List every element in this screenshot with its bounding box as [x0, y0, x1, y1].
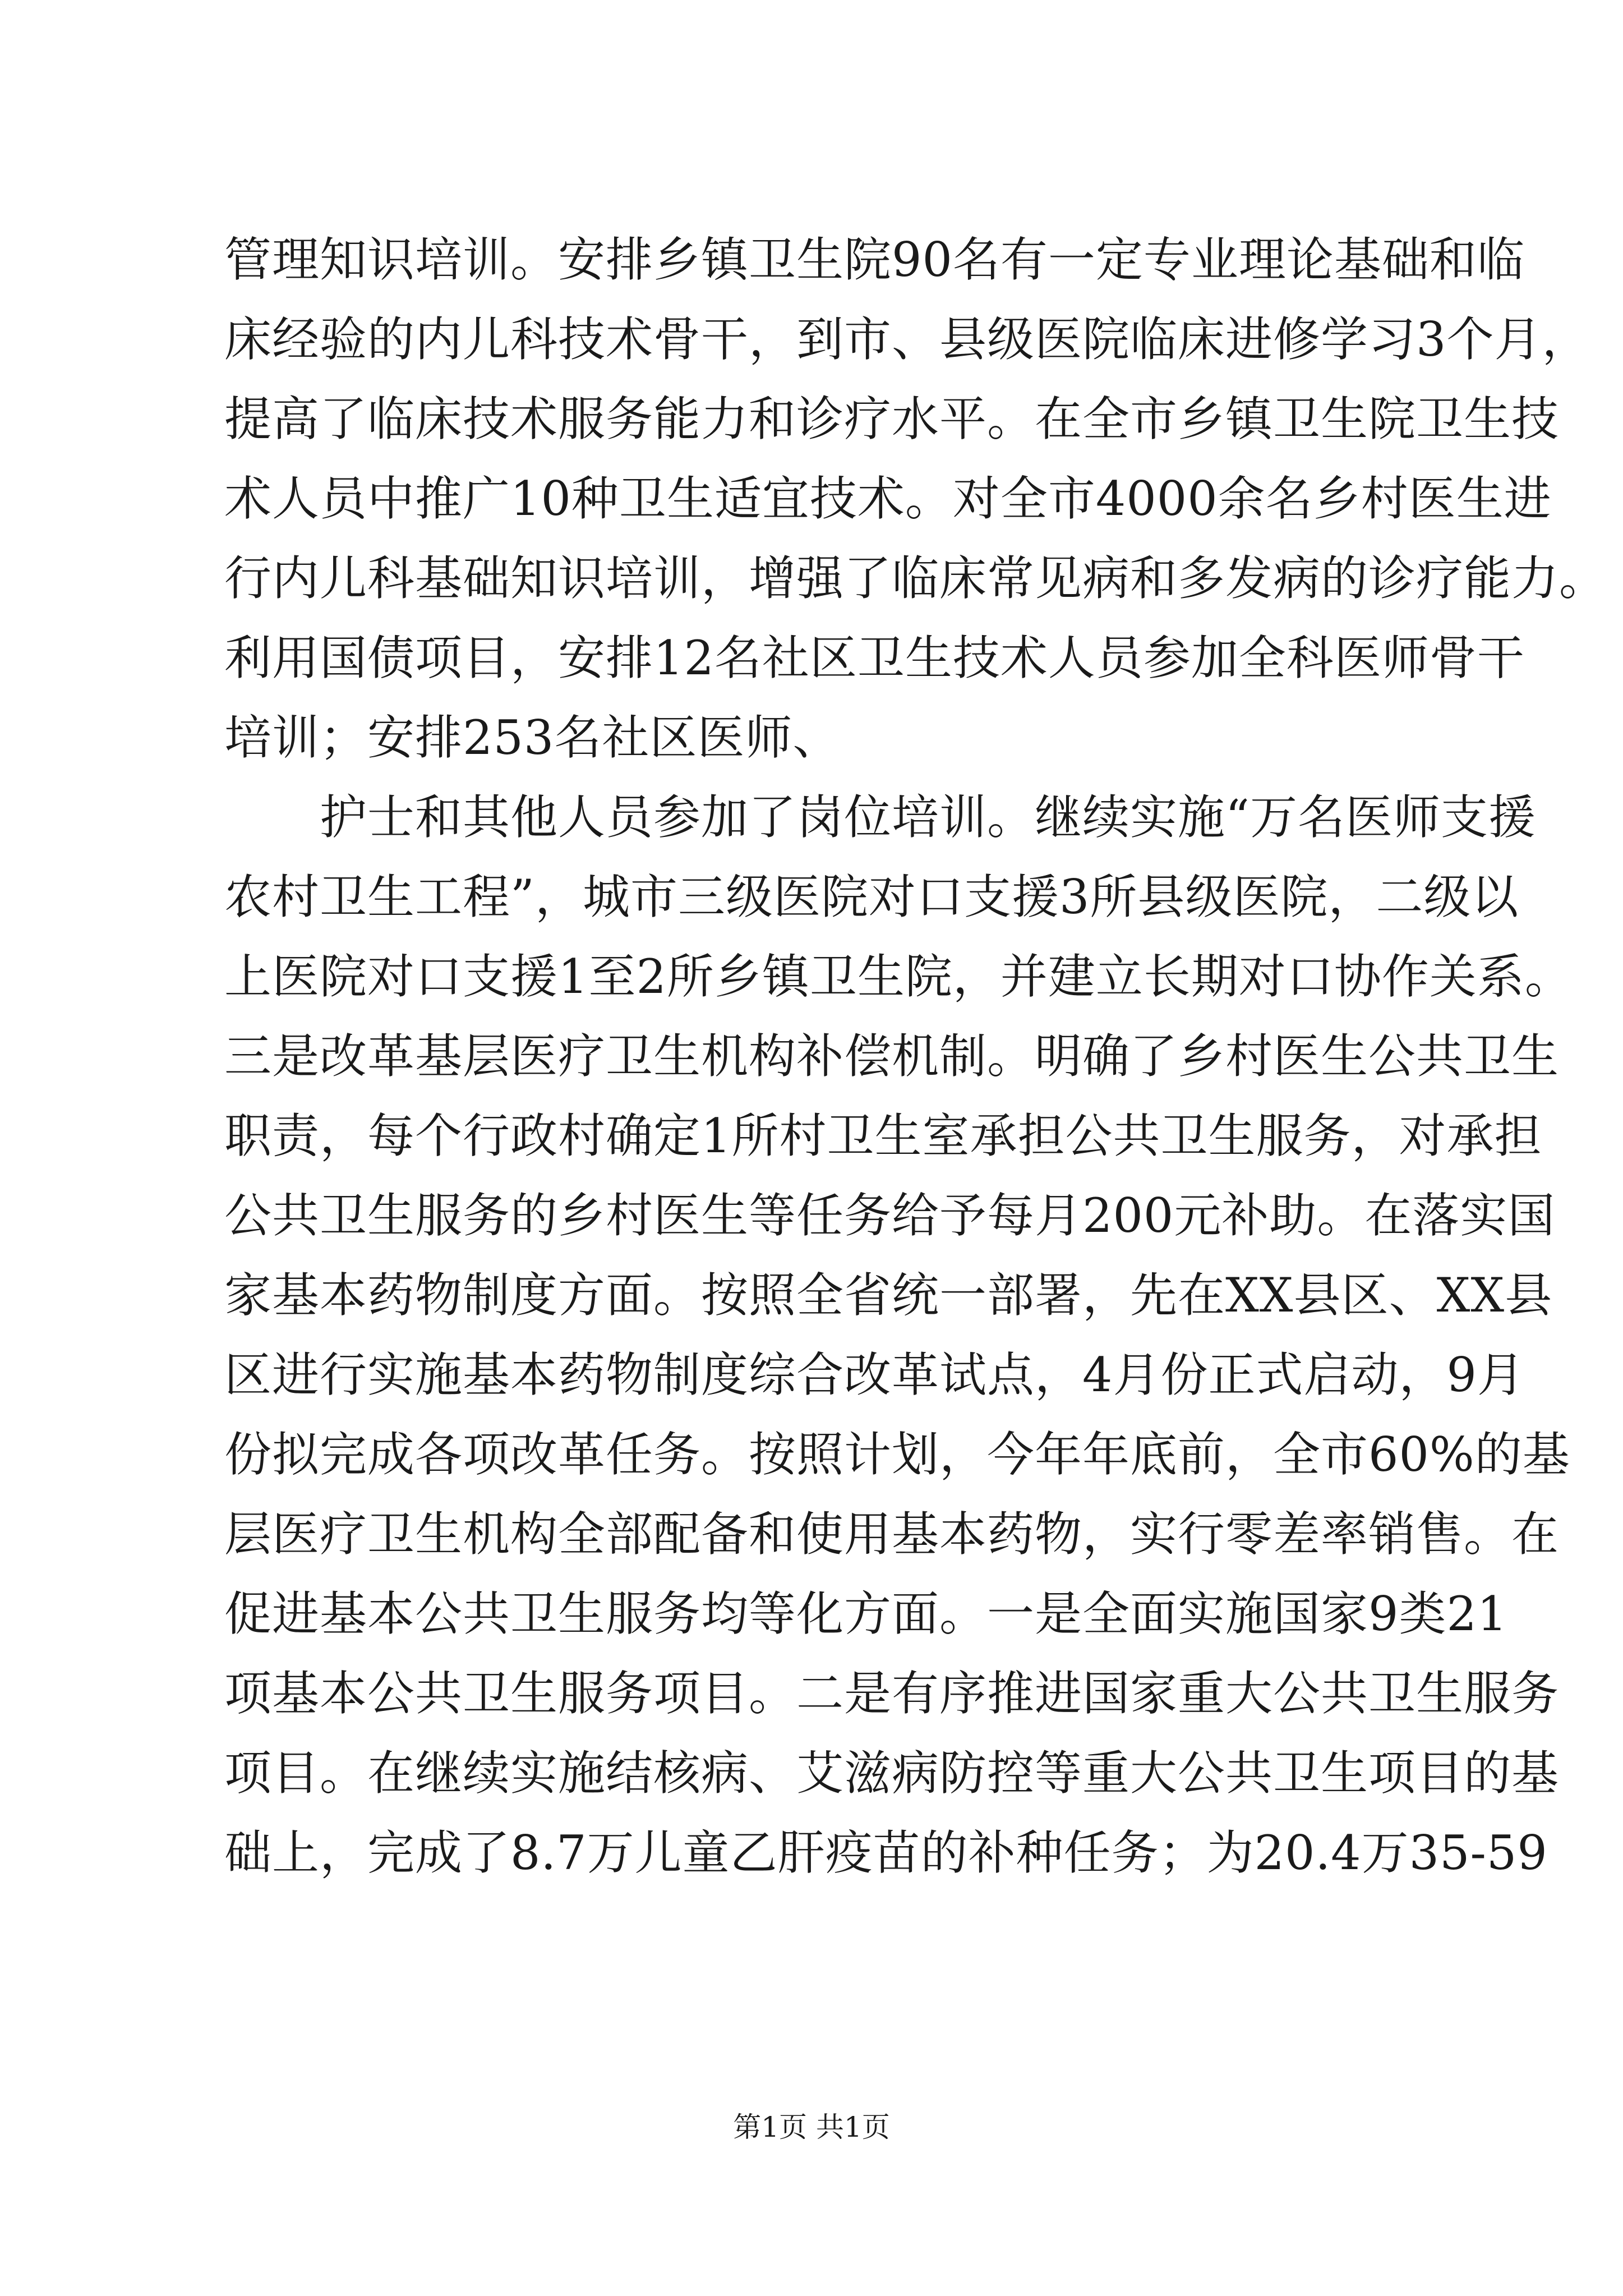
text-line: 术人员中推广10种卫生适宜技术。对全市4000余名乡村医生进 — [224, 471, 1552, 526]
text-line: 促进基本公共卫生服务均等化方面。一是全面实施国家9类21 — [224, 1586, 1508, 1641]
text-line: 公共卫生服务的乡村医生等任务给予每月200元补助。在落实国 — [224, 1188, 1556, 1243]
text-line: 行内儿科基础知识培训，增强了临床常见病和多发病的诊疗能力。 — [224, 551, 1607, 606]
page-number-footer: 第1页 共1页 — [733, 2111, 890, 2143]
text-line: 管理知识培训。安排乡镇卫生院90名有一定专业理论基础和临 — [224, 232, 1525, 287]
text-line: 家基本药物制度方面。按照全省统一部署，先在XX县区、XX县 — [224, 1268, 1553, 1323]
text-line: 份拟完成各项改革任务。按照计划，今年年底前，全市60%的基 — [224, 1427, 1570, 1482]
text-line: 层医疗卫生机构全部配备和使用基本药物，实行零差率销售。在 — [224, 1507, 1560, 1562]
text-line: 上医院对口支援1至2所乡镇卫生院，并建立长期对口协作关系。 — [224, 949, 1573, 1004]
text-line: 提高了临床技术服务能力和诊疗水平。在全市乡镇卫生院卫生技 — [224, 392, 1560, 447]
text-line: 三是改革基层医疗卫生机构补偿机制。明确了乡村医生公共卫生 — [224, 1029, 1560, 1084]
text-line: 利用国债项目，安排12名社区卫生技术人员参加全科医师骨干 — [224, 631, 1525, 685]
text-line: 项目。在继续实施结核病、艾滋病防控等重大公共卫生项目的基 — [224, 1746, 1560, 1801]
document-body — [224, 227, 1607, 1900]
text-line: 农村卫生工程”，城市三级医院对口支援3所县级医院，二级以 — [224, 869, 1519, 924]
text-line: 础上，完成了8.7万儿童乙肝疫苗的补种任务；为20.4万35-59 — [224, 1825, 1548, 1880]
text-line: 护士和其他人员参加了岗位培训。继续实施“万名医师支援 — [320, 790, 1536, 845]
text-line: 项基本公共卫生服务项目。二是有序推进国家重大公共卫生服务 — [224, 1666, 1560, 1721]
text-line: 区进行实施基本药物制度综合改革试点，4月份正式启动，9月 — [224, 1347, 1525, 1402]
text-line: 培训；安排253名社区医师、 — [224, 710, 841, 765]
text-line: 职责，每个行政村确定1所村卫生室承担公共卫生服务，对承担 — [224, 1108, 1542, 1163]
text-line: 床经验的内儿科技术骨干，到市、县级医院临床进修学习3个月， — [224, 312, 1590, 367]
